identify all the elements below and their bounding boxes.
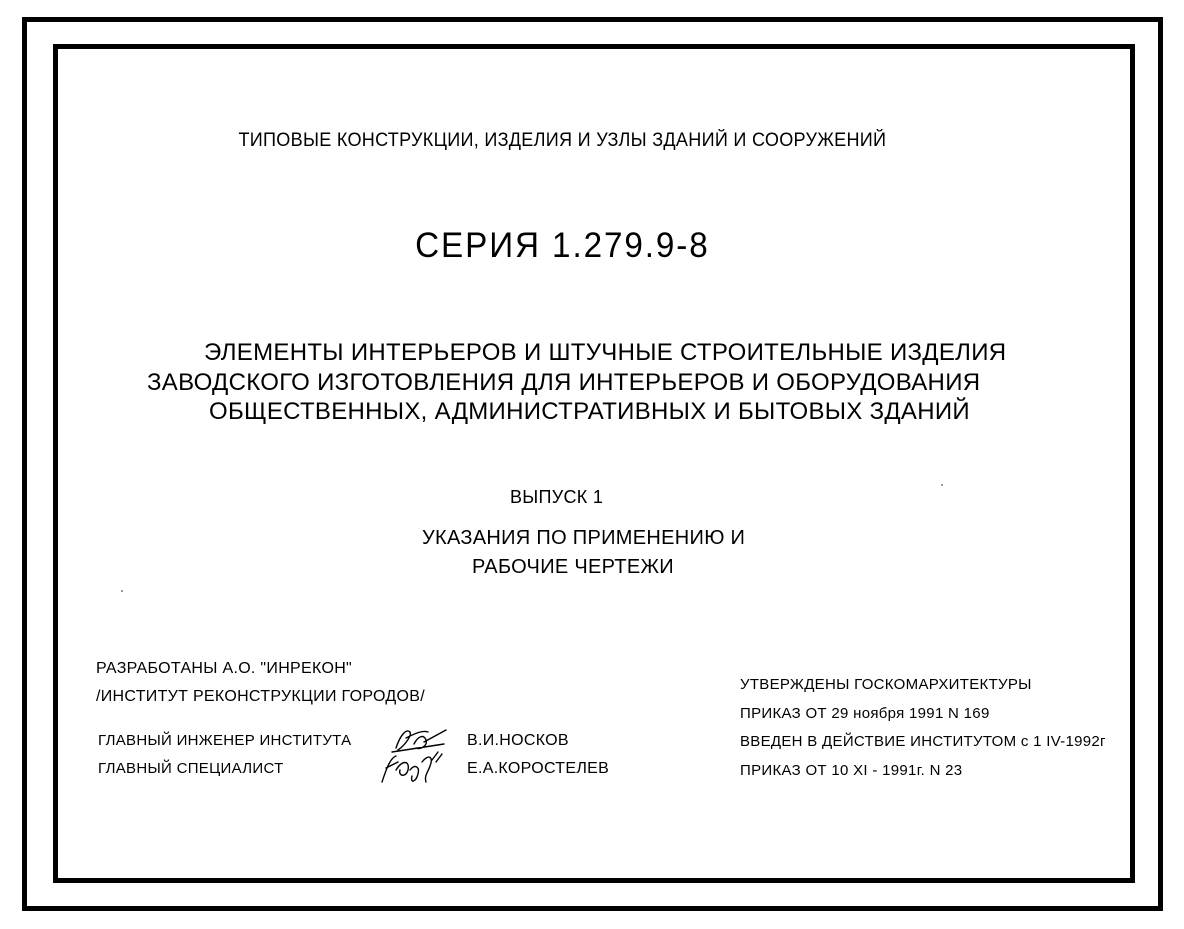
developer-line-2: /ИНСТИТУТ РЕКОНСТРУКЦИИ ГОРОДОВ/: [96, 688, 425, 705]
approval-line-3: ВВЕДЕН В ДЕЙСТВИЕ ИНСТИТУТОМ с 1 IV-1992г: [740, 733, 1106, 750]
title-line-3: ОБЩЕСТВЕННЫХ, АДМИНИСТРАТИВНЫХ И БЫТОВЫХ ЗДАНИЙ: [209, 398, 970, 425]
developer-line-1: РАЗРАБОТАНЫ А.О. "ИНРЕКОН": [96, 660, 353, 677]
signatory-name-korostelev: Е.А.КОРОСТЕЛЕВ: [467, 760, 610, 777]
signatory-role-chief-specialist: ГЛАВНЫЙ СПЕЦИАЛИСТ: [98, 760, 284, 777]
approval-line-4: ПРИКАЗ ОТ 10 XI - 1991г. N 23: [740, 762, 963, 779]
typical-structures-heading: ТИПОВЫЕ КОНСТРУКЦИИ, ИЗДЕЛИЯ И УЗЛЫ ЗДАНИЙ И СООРУЖЕНИЙ: [238, 130, 887, 151]
issue-label: ВЫПУСК 1: [510, 487, 604, 507]
approval-line-1: УТВЕРЖДЕНЫ ГОСКОМАРХИТЕКТУРЫ: [740, 676, 1032, 693]
signature-korostelev: [376, 748, 458, 788]
scan-speck: [121, 590, 123, 592]
approval-line-2: ПРИКАЗ ОТ 29 ноября 1991 N 169: [740, 705, 990, 722]
issue-content-line-2: РАБОЧИЕ ЧЕРТЕЖИ: [472, 556, 674, 578]
signatory-role-chief-engineer: ГЛАВНЫЙ ИНЖЕНЕР ИНСТИТУТА: [98, 732, 352, 749]
title-line-1: ЭЛЕМЕНТЫ ИНТЕРЬЕРОВ И ШТУЧНЫЕ СТРОИТЕЛЬНЫЕ ИЗДЕЛИЯ: [204, 339, 1007, 366]
title-line-2: ЗАВОДСКОГО ИЗГОТОВЛЕНИЯ ДЛЯ ИНТЕРЬЕРОВ И ОБОРУДОВАНИЯ: [147, 369, 981, 396]
series-number: СЕРИЯ 1.279.9-8: [415, 226, 710, 265]
signatory-name-noskov: В.И.НОСКОВ: [467, 732, 569, 749]
inner-frame: [53, 44, 1135, 883]
scan-speck: [941, 484, 943, 486]
issue-content-line-1: УКАЗАНИЯ ПО ПРИМЕНЕНИЮ И: [422, 527, 746, 549]
